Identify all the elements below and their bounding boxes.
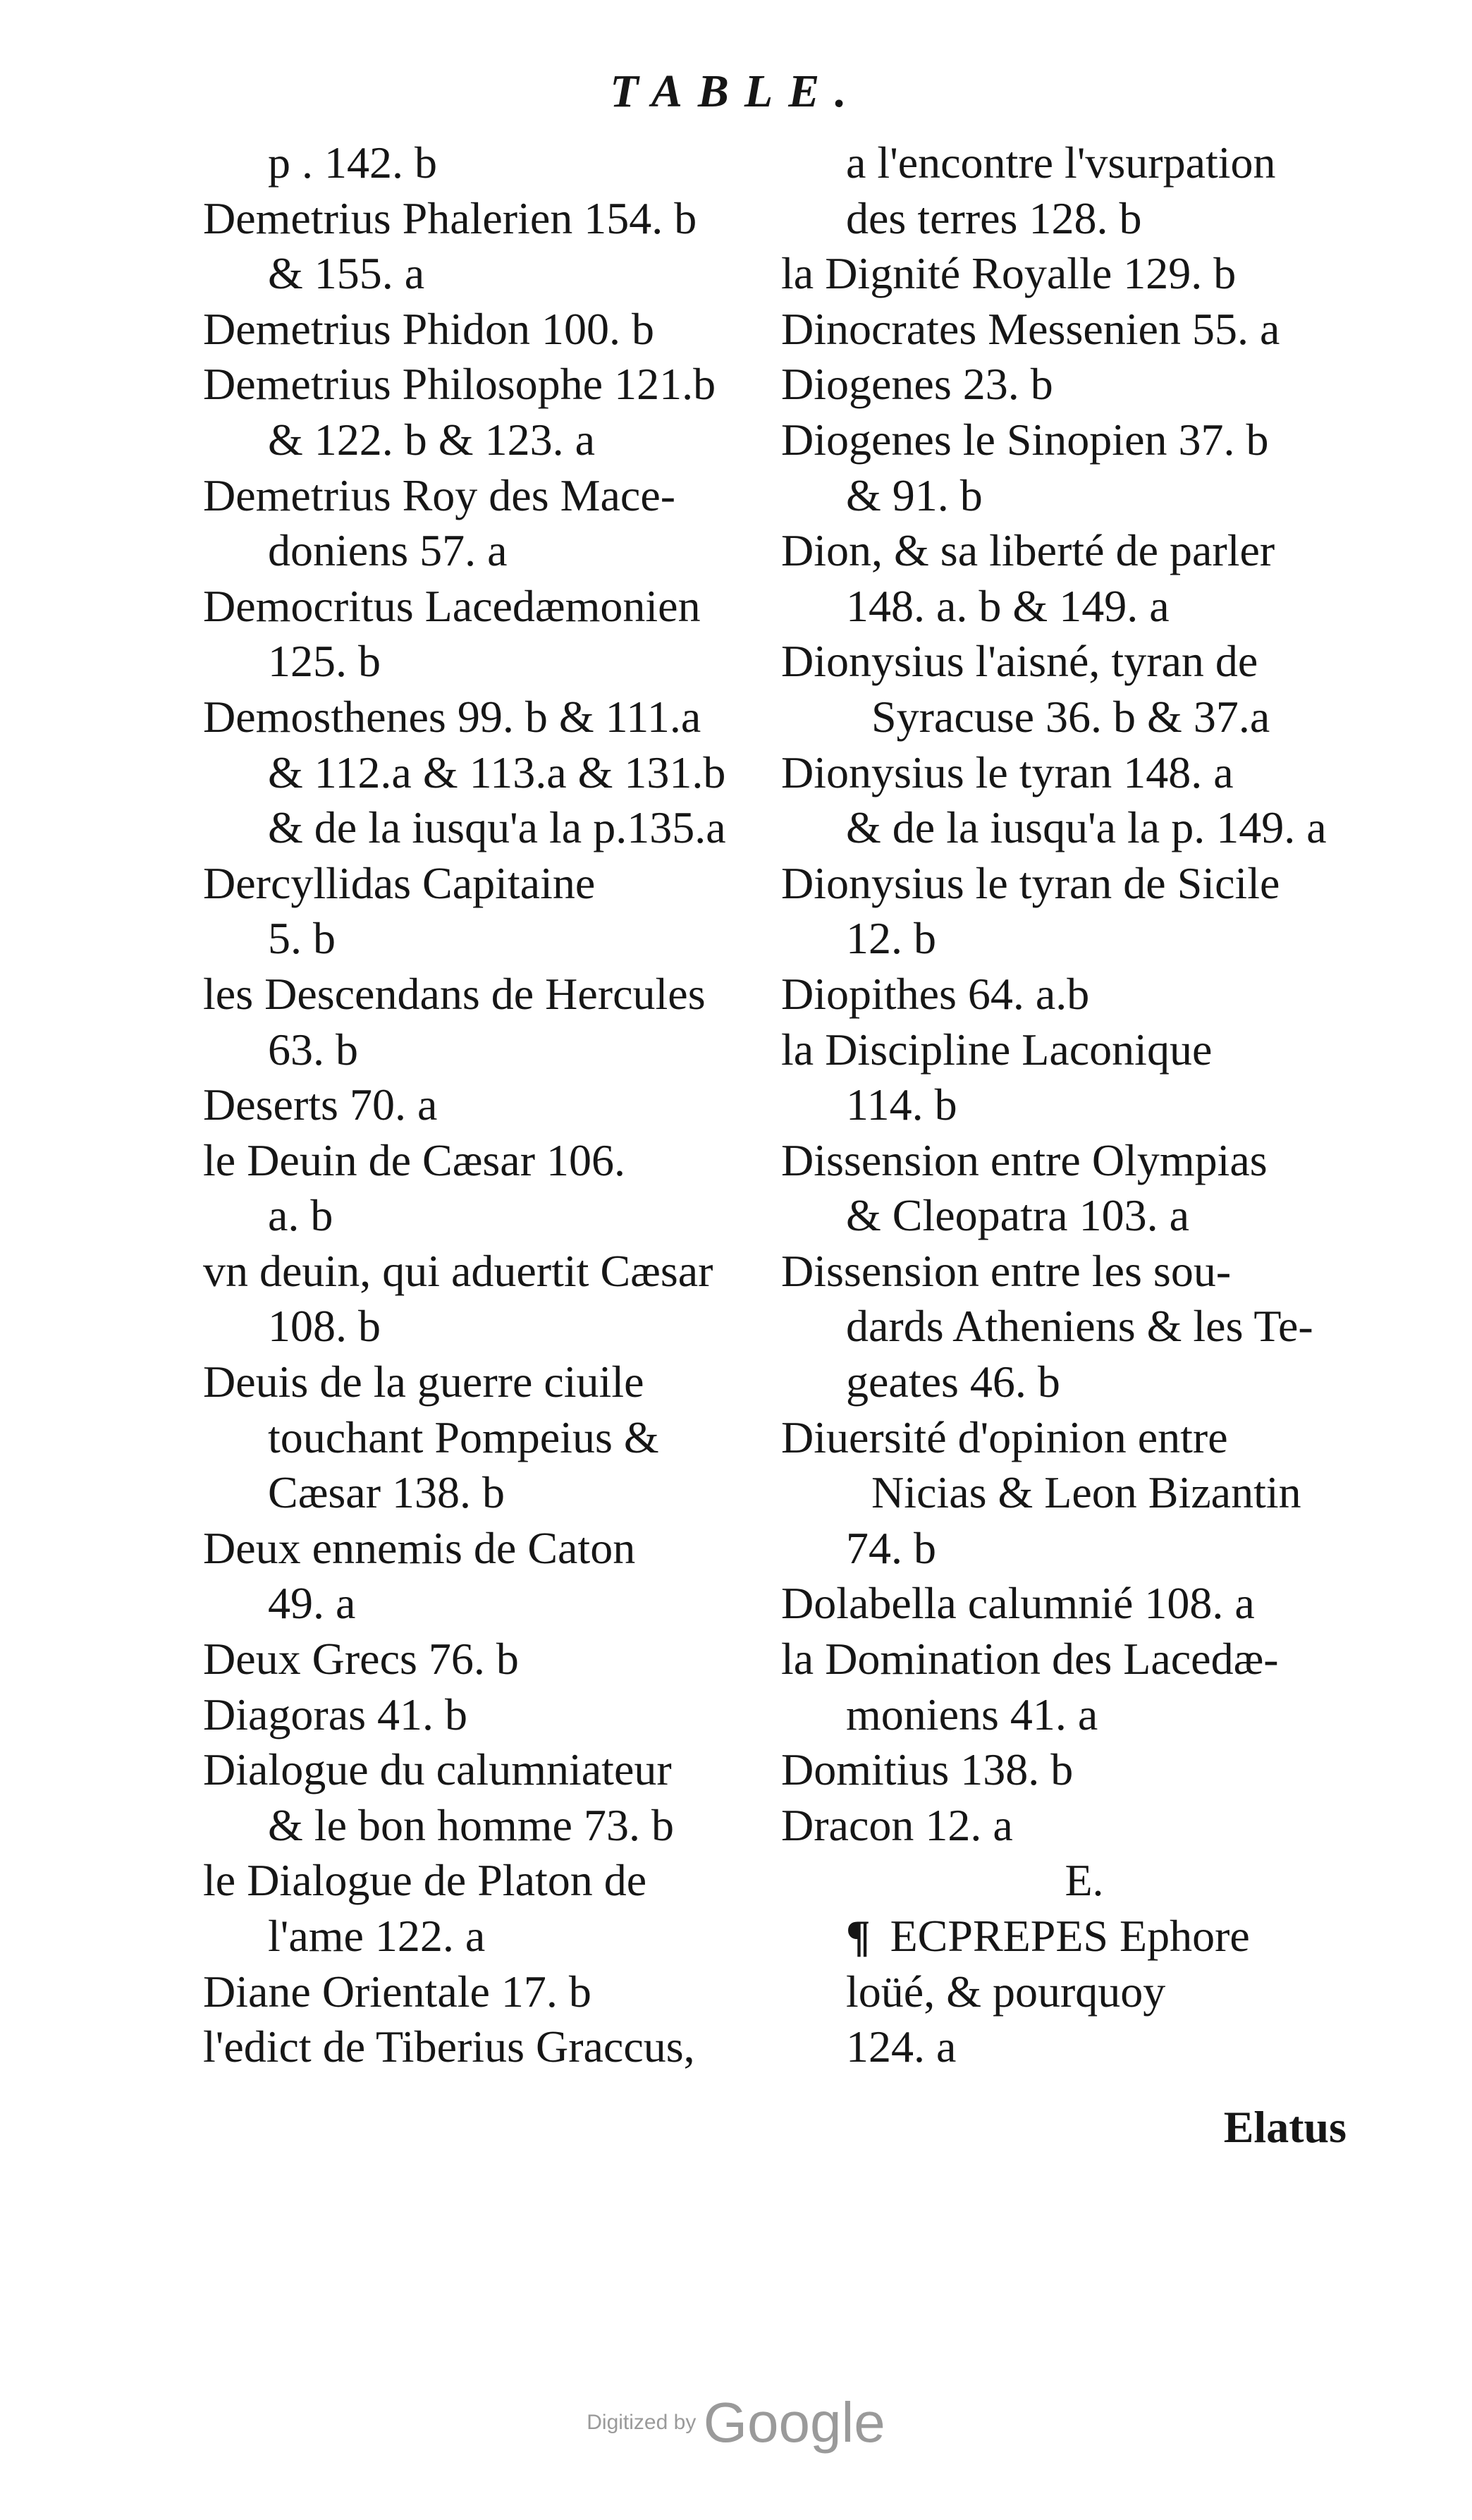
index-entry-text: a. b bbox=[268, 1190, 333, 1241]
index-entry-text: Dion, & sa liberté de parler bbox=[781, 525, 1275, 576]
index-entry-text: Diane Orientale 17. b bbox=[203, 1966, 591, 2017]
index-entry-line bbox=[268, 745, 809, 801]
index-entry-line bbox=[268, 523, 809, 579]
index-entry-line bbox=[781, 412, 1387, 468]
index-entry-text: Diogenes le Sinopien 37. b bbox=[781, 414, 1269, 465]
index-entry-line bbox=[268, 911, 809, 967]
index-entry-text: Nicias & Leon Bizantin bbox=[871, 1467, 1301, 1518]
index-entry-line bbox=[268, 634, 809, 690]
index-entry-line bbox=[781, 357, 1387, 412]
google-logo-text: Google bbox=[703, 2391, 885, 2454]
index-entry-line bbox=[846, 579, 1387, 635]
index-entry-line bbox=[781, 1632, 1387, 1687]
index-entry-line bbox=[781, 523, 1387, 579]
index-entry-line bbox=[203, 1244, 809, 1299]
index-entry-text: Dissension entre Olympias bbox=[781, 1134, 1268, 1185]
index-entry-text: 63. b bbox=[268, 1024, 358, 1075]
index-entry-line bbox=[268, 1410, 809, 1466]
index-entry-line bbox=[846, 135, 1387, 191]
index-entry-line bbox=[203, 1354, 809, 1410]
index-entry-line bbox=[871, 690, 1387, 745]
index-entry-line bbox=[846, 1299, 1387, 1354]
index-entry-text: 124. a bbox=[846, 2021, 957, 2072]
index-entry-line bbox=[268, 246, 809, 302]
index-entry-text: Demetrius Phidon 100. b bbox=[203, 303, 654, 354]
index-entry-line bbox=[781, 1576, 1387, 1632]
index-entry-line bbox=[203, 1133, 809, 1189]
index-entry-line bbox=[781, 1133, 1387, 1189]
index-entry-text: E. bbox=[1065, 1855, 1104, 1906]
index-entry-line bbox=[846, 1188, 1387, 1244]
index-entry-text: Deuis de la guerre ciuile bbox=[203, 1357, 644, 1407]
index-entry-text: Dionysius le tyran 148. a bbox=[781, 747, 1234, 797]
index-entry-text: Deux Grecs 76. b bbox=[203, 1634, 519, 1684]
index-entry-text: Demetrius Roy des Mace- bbox=[203, 470, 676, 520]
index-entry-line bbox=[203, 1077, 809, 1133]
index-entry-line bbox=[781, 1244, 1387, 1299]
index-entry-text: Dionysius le tyran de Sicile bbox=[781, 857, 1280, 908]
index-entry-text: 12. b bbox=[846, 913, 936, 964]
index-entry-line bbox=[781, 1410, 1387, 1466]
index-entry-text: Diagoras 41. b bbox=[203, 1689, 468, 1739]
index-entry-text: Diogenes 23. b bbox=[781, 359, 1053, 410]
index-entry-line bbox=[846, 1964, 1387, 2020]
index-entry-line bbox=[781, 1853, 1387, 1909]
index-entry-text: Dolabella calumnié 108. a bbox=[781, 1578, 1255, 1629]
index-entry-line bbox=[846, 468, 1387, 524]
index-entry-text: les Descendans de Hercules bbox=[203, 968, 706, 1019]
index-entry-line bbox=[268, 135, 809, 191]
index-entry-text: moniens 41. a bbox=[846, 1689, 1098, 1739]
index-entry-line bbox=[871, 1465, 1387, 1521]
index-entry-text: a l'encontre l'vsurpation bbox=[846, 137, 1276, 188]
index-entry-text: & 91. b bbox=[846, 470, 983, 520]
index-entry-text: loüé, & pourquoy bbox=[846, 1966, 1166, 2017]
left-column bbox=[203, 135, 809, 2075]
index-entry-line bbox=[203, 302, 809, 357]
index-entry-text: Syracuse 36. b & 37.a bbox=[871, 691, 1270, 742]
index-entry-line bbox=[781, 1742, 1387, 1798]
index-entry-line bbox=[203, 856, 809, 912]
index-entry-text: & 155. a bbox=[268, 248, 425, 299]
index-entry-line bbox=[203, 1632, 809, 1687]
index-entry-text: Dialogue du calumniateur bbox=[203, 1744, 672, 1795]
index-entry-text: Dracon 12. a bbox=[781, 1799, 1013, 1850]
index-entry-text: 5. b bbox=[268, 913, 336, 964]
index-entry-text: Demosthenes 99. b & 111.a bbox=[203, 691, 701, 742]
index-entry-text: l'ame 122. a bbox=[268, 1911, 486, 1961]
index-entry-line bbox=[781, 246, 1387, 302]
index-entry-text: vn deuin, qui aduertit Cæsar bbox=[203, 1245, 713, 1296]
index-entry-text: Domitius 138. b bbox=[781, 1744, 1074, 1795]
index-entry-text: Deserts 70. a bbox=[203, 1079, 438, 1130]
index-entry-text: 74. b bbox=[846, 1522, 936, 1573]
index-entry-text: 49. a bbox=[268, 1578, 356, 1629]
index-entry-line bbox=[268, 800, 809, 856]
index-entry-line bbox=[846, 2019, 1387, 2075]
index-entry-line bbox=[846, 1077, 1387, 1133]
index-entry-line bbox=[203, 1687, 809, 1743]
index-entry-text: 108. b bbox=[268, 1301, 381, 1352]
page-header-title: TABLE. bbox=[610, 66, 862, 117]
index-entry-line bbox=[268, 1465, 809, 1521]
index-entry-line bbox=[781, 302, 1387, 357]
index-entry-text: & de la iusqu'a la p. 149. a bbox=[846, 802, 1327, 853]
index-entry-line bbox=[268, 1576, 809, 1632]
index-entry-text: dards Atheniens & les Te- bbox=[846, 1301, 1313, 1352]
index-entry-text: doniens 57. a bbox=[268, 525, 508, 576]
index-entry-line bbox=[268, 1022, 809, 1078]
catchword: Elatus bbox=[1223, 2102, 1347, 2152]
index-entry-text: & 122. b & 123. a bbox=[268, 414, 595, 465]
index-entry-line bbox=[203, 468, 809, 524]
index-entry-line bbox=[268, 412, 809, 468]
index-entry-line bbox=[781, 745, 1387, 801]
index-entry-line bbox=[203, 690, 809, 745]
index-entry-line bbox=[268, 1909, 809, 1964]
digitized-watermark bbox=[0, 2390, 1472, 2455]
index-entry-text: 125. b bbox=[268, 636, 381, 687]
index-entry-line bbox=[846, 1521, 1387, 1577]
index-entry-line bbox=[203, 357, 809, 412]
index-entry-line bbox=[203, 967, 809, 1022]
index-entry-text: l'edict de Tiberius Graccus, bbox=[203, 2021, 695, 2072]
index-entry-line bbox=[781, 1798, 1387, 1854]
index-entry-line bbox=[781, 967, 1387, 1022]
index-entry-text: Dionysius l'aisné, tyran de bbox=[781, 636, 1258, 687]
index-entry-line bbox=[781, 634, 1387, 690]
pilcrow-mark: ¶ bbox=[846, 1911, 871, 1961]
index-entry-text: Democritus Lacedæmonien bbox=[203, 580, 701, 631]
index-entry-line bbox=[846, 1909, 1387, 1964]
watermark-prefix: Digitized by bbox=[587, 2411, 697, 2434]
index-entry-text: Diuersité d'opinion entre bbox=[781, 1412, 1228, 1462]
index-entry-text: Diopithes 64. a.b bbox=[781, 968, 1090, 1019]
index-entry-line bbox=[203, 2019, 809, 2075]
index-entry-line bbox=[781, 1022, 1387, 1078]
index-entry-line bbox=[203, 579, 809, 635]
index-entry-text: la Dignité Royalle 129. b bbox=[781, 248, 1237, 299]
index-entry-text: Dissension entre les sou- bbox=[781, 1245, 1232, 1296]
index-entry-text: geates 46. b bbox=[846, 1357, 1060, 1407]
index-entry-text: & le bon homme 73. b bbox=[268, 1799, 674, 1850]
index-entry-text: & Cleopatra 103. a bbox=[846, 1190, 1189, 1241]
index-entry-text: des terres 128. b bbox=[846, 192, 1142, 243]
index-entry-line bbox=[846, 911, 1387, 967]
index-entry-line bbox=[203, 191, 809, 247]
index-entry-line bbox=[846, 800, 1387, 856]
index-entry-text: touchant Pompeius & bbox=[268, 1412, 659, 1462]
index-entry-text: le Deuin de Cæsar 106. bbox=[203, 1134, 625, 1185]
index-entry-text: Demetrius Philosophe 121.b bbox=[203, 359, 716, 410]
index-entry-text: 114. b bbox=[846, 1079, 957, 1130]
index-entry-line bbox=[846, 1354, 1387, 1410]
index-entry-text: Dinocrates Messenien 55. a bbox=[781, 303, 1280, 354]
index-entry-line bbox=[268, 1798, 809, 1854]
index-entry-text: Dercyllidas Capitaine bbox=[203, 857, 596, 908]
index-entry-text: 148. a. b & 149. a bbox=[846, 580, 1170, 631]
index-entry-line bbox=[203, 1964, 809, 2020]
index-entry-text: & de la iusqu'a la p.135.a bbox=[268, 802, 726, 853]
index-entry-line bbox=[846, 191, 1387, 247]
index-entry-line bbox=[203, 1853, 809, 1909]
index-entry-text: ECPREPES Ephore bbox=[890, 1911, 1250, 1961]
index-entry-text: Deux ennemis de Caton bbox=[203, 1522, 636, 1573]
index-entry-line bbox=[203, 1742, 809, 1798]
index-entry-text: la Domination des Lacedæ- bbox=[781, 1634, 1279, 1684]
index-entry-text: la Discipline Laconique bbox=[781, 1024, 1213, 1075]
index-entry-line bbox=[846, 1687, 1387, 1743]
index-entry-text: le Dialogue de Platon de bbox=[203, 1855, 647, 1906]
index-entry-text: p . 142. b bbox=[268, 137, 437, 188]
right-column bbox=[781, 135, 1387, 2075]
index-entry-text: & 112.a & 113.a & 131.b bbox=[268, 747, 726, 797]
index-entry-line bbox=[268, 1299, 809, 1354]
index-entry-text: Cæsar 138. b bbox=[268, 1467, 505, 1518]
index-entry-line bbox=[203, 1521, 809, 1577]
index-entry-line bbox=[268, 1188, 809, 1244]
index-entry-line bbox=[781, 856, 1387, 912]
index-entry-text: Demetrius Phalerien 154. b bbox=[203, 192, 697, 243]
